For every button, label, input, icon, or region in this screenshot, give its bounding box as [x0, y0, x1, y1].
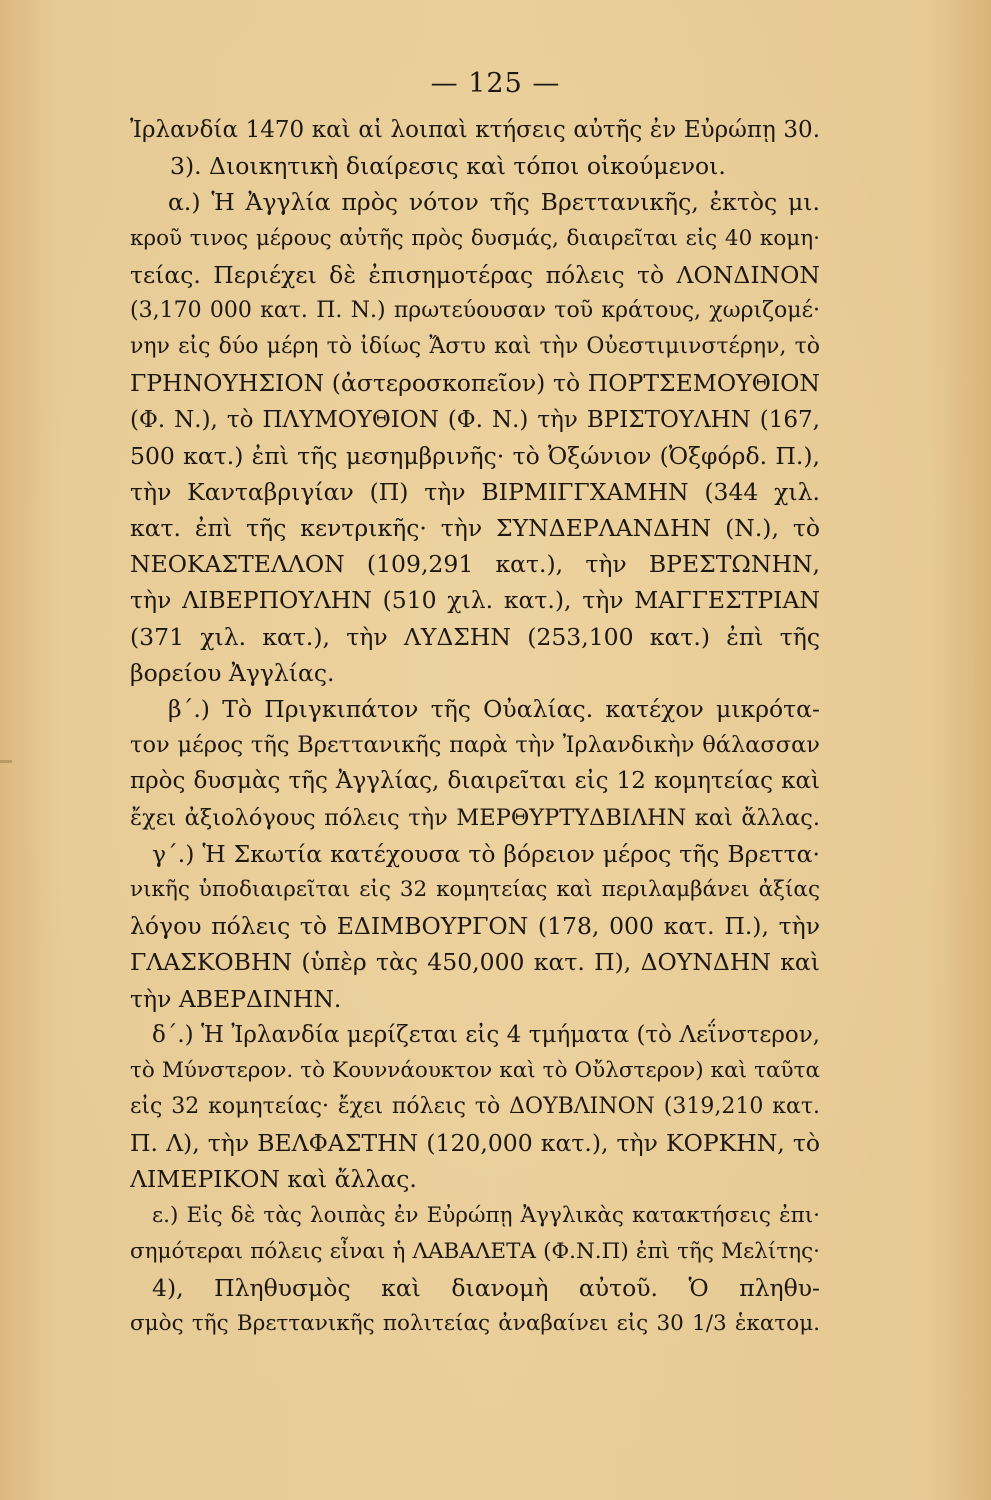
text-line: ΝΕΟΚΑΣΤΕΛΛΟΝ (109,291 κατ.), τὴν ΒΡΕΣΤΩΝΗΝ, [130, 550, 820, 579]
text-line: κατ. ἐπὶ τῆς κεντρικῆς· τὴν ΣΥΝΔΕΡΛΑΝΔΗΝ (Ν.), τὸ [130, 514, 820, 543]
text-line: λόγου πόλεις τὸ ΕΔΙΜΒΟΥΡΓΟΝ (178, 000 κατ. Π.), τὴν [130, 912, 820, 941]
text-line: ε.) Εἰς δὲ τὰς λοιπὰς ἐν Εὐρώπῃ Ἀγγλικὰς κατακτήσεις ἐπι· [152, 1202, 820, 1228]
text-line: α.) Ἡ Ἀγγλία πρὸς νότον τῆς Βρεττανικῆς, ἐκτὸς μι. [168, 188, 820, 217]
page-number: — 125 — [430, 68, 561, 99]
text-line: εἰς 32 κομητείας· ἔχει πόλεις τὸ ΔΟΥΒΛΙΝΟΝ (319,210 κατ. [130, 1094, 820, 1120]
text-line: τείας. Περιέχει δὲ ἐπισημοτέρας πόλεις τὸ ΛΟΝΔΙΝΟΝ [130, 260, 820, 289]
text-line: (Φ. Ν.), τὸ ΠΛΥΜΟΥΘΙΟΝ (Φ. Ν.) τὴν ΒΡΙΣΤΟΥΛΗΝ (167, [130, 406, 820, 433]
text-line: τὸ Μύνστερον. τὸ Κουννάουκτον καὶ τὸ Οὔλστερον) καὶ ταῦτα [130, 1057, 820, 1083]
text-line: ΓΛΑΣΚΟΒΗΝ (ὑπὲρ τὰς 450,000 κατ. Π), ΔΟΥΝΔΗΝ καὶ [130, 948, 820, 977]
text-line: κροῦ τινος μέρους αὐτῆς πρὸς δυσμάς, διαιρεῖται εἰς 40 κομη· [130, 225, 820, 251]
text-line: σημότεραι πόλεις εἶναι ἡ ΛΑΒΑΛΕΤΑ (Φ.Ν.Π) ἐπὶ τῆς Μελίτης· [130, 1238, 820, 1264]
text-line: πρὸς δυσμὰς τῆς Ἀγγλίας, διαιρεῖται εἰς 12 κομητείας καὶ [130, 768, 820, 795]
text-line: β΄.) Τὸ Πριγκιπάτον τῆς Οὐαλίας. κατέχον μικρότα- [168, 695, 820, 723]
text-line: νην εἰς δύο μέρη τὸ ἰδίως Ἄστυ καὶ τὴν Οὐεστιμινστέρην, τὸ [130, 334, 820, 360]
text-line: τὴν ΑΒΕΡΔΙΝΗΝ. [130, 984, 342, 1013]
text-line: σμὸς τῆς Βρεττανικῆς πολιτείας ἀναβαίνει εἰς 30 1/3 ἑκατομ. [130, 1311, 820, 1337]
section-heading: 3). Διοικητικὴ διαίρεσις καὶ τόποι οἰκούμενοι. [170, 152, 726, 181]
text-line: τὴν Κανταβριγίαν (Π) τὴν ΒΙΡΜΙΓΓΧΑΜΗΝ (344 χιλ. [130, 477, 820, 506]
text-line: (3,170 000 κατ. Π. Ν.) πρωτεύουσαν τοῦ κράτους, χωριζομέ· [130, 297, 820, 323]
text-line: τον μέρος τῆς Βρεττανικῆς παρὰ τὴν Ἰρλανδικὴν θάλασσαν [130, 732, 820, 759]
text-line: Ἰρλανδία 1470 καὶ αἱ λοιπαὶ κτήσεις αὐτῆς ἐν Εὐρώπῃ 30. [130, 117, 820, 143]
text-line: τὴν ΛΙΒΕΡΠΟΥΛΗΝ (510 χιλ. κατ.), τὴν ΜΑΓΓΕΣΤΡΙΑΝ [130, 586, 820, 615]
text-line: νικῆς ὑποδιαιρεῖται εἰς 32 κομητείας καὶ περιλαμβάνει ἀξίας [130, 876, 820, 902]
text-line: ΛΙΜΕΡΙΚΟΝ καὶ ἄλλας. [130, 1165, 417, 1194]
text-line: ΓΡΗΝΟΥΗΣΙΟΝ (ἀστεροσκοπεῖον) τὸ ΠΟΡΤΣΕΜΟΥΘΙΟΝ [130, 369, 820, 398]
text-line: βορείου Ἀγγλίας. [130, 658, 335, 687]
text-line: γ΄.) Ἡ Σκωτία κατέχουσα τὸ βόρειον μέρος τῆς Βρεττα· [152, 839, 820, 868]
page-edge-mark [0, 760, 12, 763]
body-text [130, 112, 820, 1342]
text-line: Π. Λ), τὴν ΒΕΛΦΑΣΤΗΝ (120,000 κατ.), τὴν ΚΟΡΚΗΝ, τὸ [130, 1129, 820, 1158]
text-line: 500 κατ.) ἐπὶ τῆς μεσημβρινῆς· τὸ Ὀξώνιον (Ὀξφόρδ. Π.), [130, 441, 820, 470]
text-line: δ΄.) Ἡ Ἰρλανδία μερίζεται εἰς 4 τμήματα (τὸ Λεΐνστερον, [152, 1021, 820, 1048]
text-line: (371 χιλ. κατ.), τὴν ΛΥΔΣΗΝ (253,100 κατ.) ἐπὶ τῆς [130, 622, 820, 651]
text-line: ἔχει ἀξιολόγους πόλεις τὴν ΜΕΡΘΥΡΤΥΔΒΙΛΗΝ καὶ ἄλλας. [130, 804, 820, 831]
section-heading: 4), Πληθυσμὸς καὶ διανομὴ αὐτοῦ. Ὁ πληθυ- [152, 1274, 820, 1302]
